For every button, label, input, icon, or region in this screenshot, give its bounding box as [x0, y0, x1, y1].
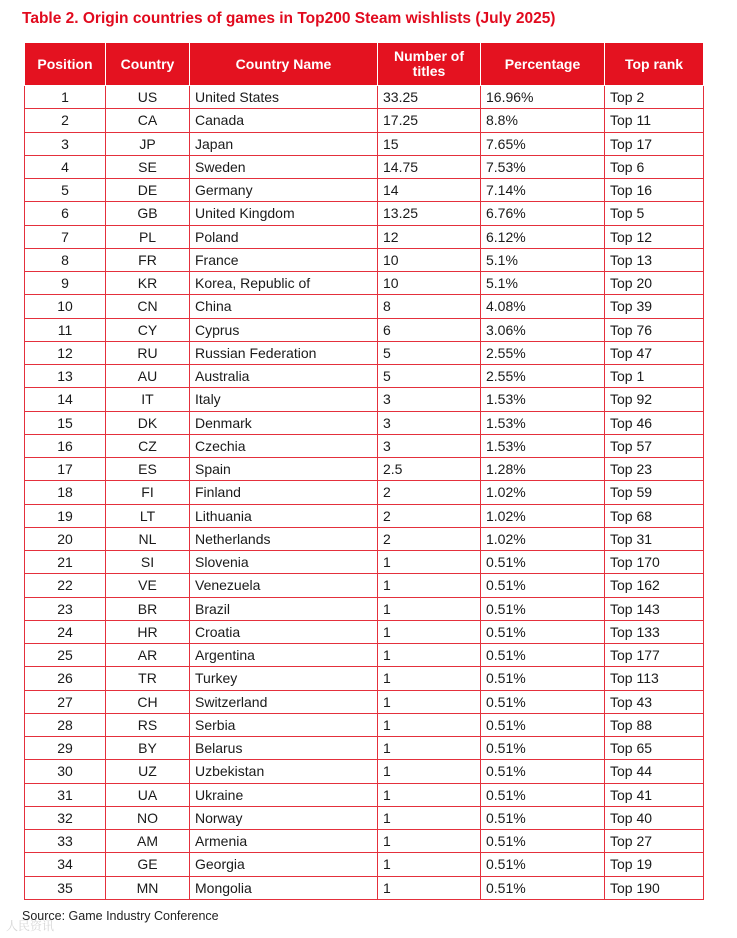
cell-country-code: MN: [106, 876, 190, 899]
table-row: [25, 365, 704, 388]
cell-position: 24: [25, 620, 106, 643]
cell-position: 28: [25, 713, 106, 736]
cell-number-of-titles: 5: [378, 341, 481, 364]
table-row: [25, 458, 704, 481]
cell-number-of-titles: 1: [378, 574, 481, 597]
cell-country-name: United Kingdom: [190, 202, 378, 225]
cell-country-name: Russian Federation: [190, 341, 378, 364]
cell-country-code: JP: [106, 132, 190, 155]
cell-position: 31: [25, 783, 106, 806]
cell-position: 34: [25, 853, 106, 876]
cell-country-code: NO: [106, 806, 190, 829]
table-row: [25, 202, 704, 225]
table-row: [25, 551, 704, 574]
table-row: [25, 225, 704, 248]
cell-country-name: Lithuania: [190, 504, 378, 527]
cell-top-rank: Top 143: [605, 597, 704, 620]
cell-position: 18: [25, 481, 106, 504]
cell-number-of-titles: 5: [378, 365, 481, 388]
table-row: [25, 527, 704, 550]
cell-country-name: Venezuela: [190, 574, 378, 597]
cell-country-code: DK: [106, 411, 190, 434]
cell-number-of-titles: 13.25: [378, 202, 481, 225]
cell-country-name: Slovenia: [190, 551, 378, 574]
cell-top-rank: Top 190: [605, 876, 704, 899]
cell-position: 5: [25, 179, 106, 202]
cell-country-name: Cyprus: [190, 318, 378, 341]
cell-country-name: China: [190, 295, 378, 318]
table-row: [25, 411, 704, 434]
cell-percentage: 1.28%: [481, 458, 605, 481]
table-row: [25, 830, 704, 853]
cell-country-name: Switzerland: [190, 690, 378, 713]
cell-number-of-titles: 3: [378, 388, 481, 411]
table-row: [25, 434, 704, 457]
cell-number-of-titles: 1: [378, 853, 481, 876]
column-header-position: Position: [25, 43, 106, 86]
cell-percentage: 1.02%: [481, 527, 605, 550]
table-row: [25, 690, 704, 713]
cell-position: 20: [25, 527, 106, 550]
table-title: Table 2. Origin countries of games in Top200 Steam wishlists (July 2025): [22, 10, 556, 27]
cell-country-code: PL: [106, 225, 190, 248]
cell-percentage: 0.51%: [481, 597, 605, 620]
table-row: [25, 388, 704, 411]
column-header-top-rank: Top rank: [605, 43, 704, 86]
cell-top-rank: Top 27: [605, 830, 704, 853]
cell-top-rank: Top 12: [605, 225, 704, 248]
cell-top-rank: Top 16: [605, 179, 704, 202]
column-header-percentage: Percentage: [481, 43, 605, 86]
cell-country-name: France: [190, 248, 378, 271]
cell-country-name: Serbia: [190, 713, 378, 736]
cell-position: 22: [25, 574, 106, 597]
table-row: [25, 295, 704, 318]
cell-country-code: RU: [106, 341, 190, 364]
cell-country-name: Uzbekistan: [190, 760, 378, 783]
cell-number-of-titles: 3: [378, 411, 481, 434]
cell-top-rank: Top 19: [605, 853, 704, 876]
cell-position: 21: [25, 551, 106, 574]
cell-top-rank: Top 76: [605, 318, 704, 341]
cell-percentage: 1.02%: [481, 481, 605, 504]
cell-country-name: Croatia: [190, 620, 378, 643]
cell-number-of-titles: 1: [378, 644, 481, 667]
cell-percentage: 0.51%: [481, 667, 605, 690]
cell-number-of-titles: 12: [378, 225, 481, 248]
cell-country-name: Georgia: [190, 853, 378, 876]
cell-percentage: 0.51%: [481, 830, 605, 853]
cell-percentage: 6.76%: [481, 202, 605, 225]
cell-country-code: IT: [106, 388, 190, 411]
table-row: [25, 109, 704, 132]
cell-position: 27: [25, 690, 106, 713]
cell-top-rank: Top 20: [605, 272, 704, 295]
cell-percentage: 0.51%: [481, 690, 605, 713]
cell-percentage: 7.53%: [481, 155, 605, 178]
cell-number-of-titles: 6: [378, 318, 481, 341]
table-row: [25, 713, 704, 736]
cell-top-rank: Top 11: [605, 109, 704, 132]
cell-percentage: 2.55%: [481, 365, 605, 388]
cell-percentage: 0.51%: [481, 574, 605, 597]
cell-percentage: 0.51%: [481, 760, 605, 783]
cell-country-code: RS: [106, 713, 190, 736]
cell-number-of-titles: 17.25: [378, 109, 481, 132]
cell-position: 6: [25, 202, 106, 225]
cell-percentage: 0.51%: [481, 737, 605, 760]
cell-position: 15: [25, 411, 106, 434]
cell-number-of-titles: 3: [378, 434, 481, 457]
cell-country-code: UA: [106, 783, 190, 806]
cell-position: 29: [25, 737, 106, 760]
cell-top-rank: Top 177: [605, 644, 704, 667]
cell-country-code: LT: [106, 504, 190, 527]
table-row: [25, 667, 704, 690]
cell-number-of-titles: 2: [378, 527, 481, 550]
cell-country-code: AU: [106, 365, 190, 388]
cell-top-rank: Top 92: [605, 388, 704, 411]
cell-percentage: 0.51%: [481, 806, 605, 829]
cell-position: 30: [25, 760, 106, 783]
cell-percentage: 4.08%: [481, 295, 605, 318]
cell-top-rank: Top 31: [605, 527, 704, 550]
cell-position: 2: [25, 109, 106, 132]
cell-number-of-titles: 33.25: [378, 86, 481, 109]
cell-position: 3: [25, 132, 106, 155]
cell-position: 11: [25, 318, 106, 341]
cell-country-code: CH: [106, 690, 190, 713]
cell-top-rank: Top 17: [605, 132, 704, 155]
cell-country-name: Spain: [190, 458, 378, 481]
header-row: [25, 43, 704, 86]
cell-number-of-titles: 15: [378, 132, 481, 155]
cell-number-of-titles: 2.5: [378, 458, 481, 481]
cell-number-of-titles: 10: [378, 248, 481, 271]
cell-top-rank: Top 39: [605, 295, 704, 318]
cell-number-of-titles: 1: [378, 620, 481, 643]
cell-percentage: 2.55%: [481, 341, 605, 364]
column-header-country-name: Country Name: [190, 43, 378, 86]
cell-position: 9: [25, 272, 106, 295]
cell-country-code: FR: [106, 248, 190, 271]
table-row: [25, 644, 704, 667]
cell-position: 25: [25, 644, 106, 667]
cell-top-rank: Top 68: [605, 504, 704, 527]
cell-country-name: Canada: [190, 109, 378, 132]
cell-percentage: 3.06%: [481, 318, 605, 341]
cell-percentage: 0.51%: [481, 644, 605, 667]
cell-top-rank: Top 133: [605, 620, 704, 643]
cell-number-of-titles: 1: [378, 690, 481, 713]
cell-percentage: 7.65%: [481, 132, 605, 155]
cell-top-rank: Top 40: [605, 806, 704, 829]
cell-number-of-titles: 1: [378, 760, 481, 783]
table-row: [25, 132, 704, 155]
cell-percentage: 1.02%: [481, 504, 605, 527]
cell-number-of-titles: 8: [378, 295, 481, 318]
cell-country-code: FI: [106, 481, 190, 504]
cell-top-rank: Top 57: [605, 434, 704, 457]
cell-top-rank: Top 44: [605, 760, 704, 783]
table-row: [25, 179, 704, 202]
cell-position: 35: [25, 876, 106, 899]
cell-position: 10: [25, 295, 106, 318]
cell-country-name: United States: [190, 86, 378, 109]
cell-top-rank: Top 113: [605, 667, 704, 690]
cell-top-rank: Top 6: [605, 155, 704, 178]
table-row: [25, 481, 704, 504]
cell-number-of-titles: 14.75: [378, 155, 481, 178]
cell-country-code: UZ: [106, 760, 190, 783]
cell-percentage: 1.53%: [481, 388, 605, 411]
cell-country-name: Norway: [190, 806, 378, 829]
cell-position: 4: [25, 155, 106, 178]
cell-position: 12: [25, 341, 106, 364]
cell-position: 32: [25, 806, 106, 829]
cell-country-name: Armenia: [190, 830, 378, 853]
table-row: [25, 597, 704, 620]
cell-percentage: 0.51%: [481, 853, 605, 876]
cell-position: 14: [25, 388, 106, 411]
data-table: [24, 42, 704, 900]
table-row: [25, 760, 704, 783]
cell-position: 8: [25, 248, 106, 271]
table-row: [25, 737, 704, 760]
cell-top-rank: Top 2: [605, 86, 704, 109]
cell-top-rank: Top 43: [605, 690, 704, 713]
cell-number-of-titles: 14: [378, 179, 481, 202]
cell-top-rank: Top 65: [605, 737, 704, 760]
cell-country-code: BY: [106, 737, 190, 760]
table-row: [25, 806, 704, 829]
cell-percentage: 0.51%: [481, 876, 605, 899]
cell-top-rank: Top 13: [605, 248, 704, 271]
cell-country-code: AM: [106, 830, 190, 853]
cell-position: 19: [25, 504, 106, 527]
cell-number-of-titles: 1: [378, 713, 481, 736]
cell-country-name: Poland: [190, 225, 378, 248]
cell-percentage: 1.53%: [481, 411, 605, 434]
cell-country-name: Japan: [190, 132, 378, 155]
cell-percentage: 0.51%: [481, 620, 605, 643]
table-row: [25, 783, 704, 806]
cell-country-code: ES: [106, 458, 190, 481]
cell-percentage: 6.12%: [481, 225, 605, 248]
cell-top-rank: Top 59: [605, 481, 704, 504]
cell-number-of-titles: 1: [378, 830, 481, 853]
cell-percentage: 1.53%: [481, 434, 605, 457]
cell-number-of-titles: 1: [378, 667, 481, 690]
cell-country-code: GB: [106, 202, 190, 225]
cell-country-name: Belarus: [190, 737, 378, 760]
cell-country-name: Turkey: [190, 667, 378, 690]
cell-position: 26: [25, 667, 106, 690]
watermark: 人民资讯: [6, 919, 55, 933]
cell-country-code: CA: [106, 109, 190, 132]
cell-country-name: Argentina: [190, 644, 378, 667]
cell-top-rank: Top 88: [605, 713, 704, 736]
cell-number-of-titles: 1: [378, 876, 481, 899]
cell-country-name: Finland: [190, 481, 378, 504]
cell-top-rank: Top 170: [605, 551, 704, 574]
cell-country-code: HR: [106, 620, 190, 643]
cell-country-code: DE: [106, 179, 190, 202]
cell-number-of-titles: 10: [378, 272, 481, 295]
cell-country-name: Netherlands: [190, 527, 378, 550]
table-row: [25, 876, 704, 899]
cell-country-name: Sweden: [190, 155, 378, 178]
cell-country-code: KR: [106, 272, 190, 295]
cell-country-code: SE: [106, 155, 190, 178]
cell-country-name: Denmark: [190, 411, 378, 434]
cell-country-name: Czechia: [190, 434, 378, 457]
cell-percentage: 5.1%: [481, 248, 605, 271]
cell-position: 33: [25, 830, 106, 853]
cell-position: 16: [25, 434, 106, 457]
cell-country-code: US: [106, 86, 190, 109]
cell-country-name: Ukraine: [190, 783, 378, 806]
cell-top-rank: Top 41: [605, 783, 704, 806]
cell-top-rank: Top 23: [605, 458, 704, 481]
column-header-number-of-titles: Number of titles: [378, 43, 481, 86]
source-note: Source: Game Industry Conference: [22, 909, 219, 923]
table-row: [25, 155, 704, 178]
cell-country-code: SI: [106, 551, 190, 574]
table-row: [25, 620, 704, 643]
cell-country-name: Australia: [190, 365, 378, 388]
cell-top-rank: Top 162: [605, 574, 704, 597]
column-header-country: Country: [106, 43, 190, 86]
table-row: [25, 272, 704, 295]
cell-number-of-titles: 1: [378, 783, 481, 806]
cell-position: 7: [25, 225, 106, 248]
cell-country-code: BR: [106, 597, 190, 620]
cell-country-code: VE: [106, 574, 190, 597]
cell-country-name: Germany: [190, 179, 378, 202]
cell-country-code: CZ: [106, 434, 190, 457]
cell-number-of-titles: 2: [378, 504, 481, 527]
cell-country-name: Korea, Republic of: [190, 272, 378, 295]
table-row: [25, 341, 704, 364]
cell-percentage: 7.14%: [481, 179, 605, 202]
cell-percentage: 0.51%: [481, 783, 605, 806]
table-row: [25, 504, 704, 527]
cell-country-code: CN: [106, 295, 190, 318]
cell-number-of-titles: 1: [378, 597, 481, 620]
cell-number-of-titles: 2: [378, 481, 481, 504]
cell-position: 13: [25, 365, 106, 388]
table-row: [25, 248, 704, 271]
cell-percentage: 5.1%: [481, 272, 605, 295]
cell-percentage: 0.51%: [481, 551, 605, 574]
cell-country-code: TR: [106, 667, 190, 690]
cell-country-name: Mongolia: [190, 876, 378, 899]
cell-country-name: Italy: [190, 388, 378, 411]
cell-position: 17: [25, 458, 106, 481]
cell-top-rank: Top 5: [605, 202, 704, 225]
cell-percentage: 8.8%: [481, 109, 605, 132]
table-row: [25, 574, 704, 597]
table-row: [25, 86, 704, 109]
cell-country-name: Brazil: [190, 597, 378, 620]
cell-country-code: GE: [106, 853, 190, 876]
cell-position: 1: [25, 86, 106, 109]
cell-number-of-titles: 1: [378, 737, 481, 760]
table-body: [25, 86, 704, 900]
cell-number-of-titles: 1: [378, 806, 481, 829]
cell-top-rank: Top 47: [605, 341, 704, 364]
cell-country-code: NL: [106, 527, 190, 550]
cell-position: 23: [25, 597, 106, 620]
cell-percentage: 0.51%: [481, 713, 605, 736]
cell-top-rank: Top 1: [605, 365, 704, 388]
cell-number-of-titles: 1: [378, 551, 481, 574]
table-row: [25, 853, 704, 876]
cell-top-rank: Top 46: [605, 411, 704, 434]
cell-percentage: 16.96%: [481, 86, 605, 109]
cell-country-code: CY: [106, 318, 190, 341]
table-row: [25, 318, 704, 341]
cell-country-code: AR: [106, 644, 190, 667]
